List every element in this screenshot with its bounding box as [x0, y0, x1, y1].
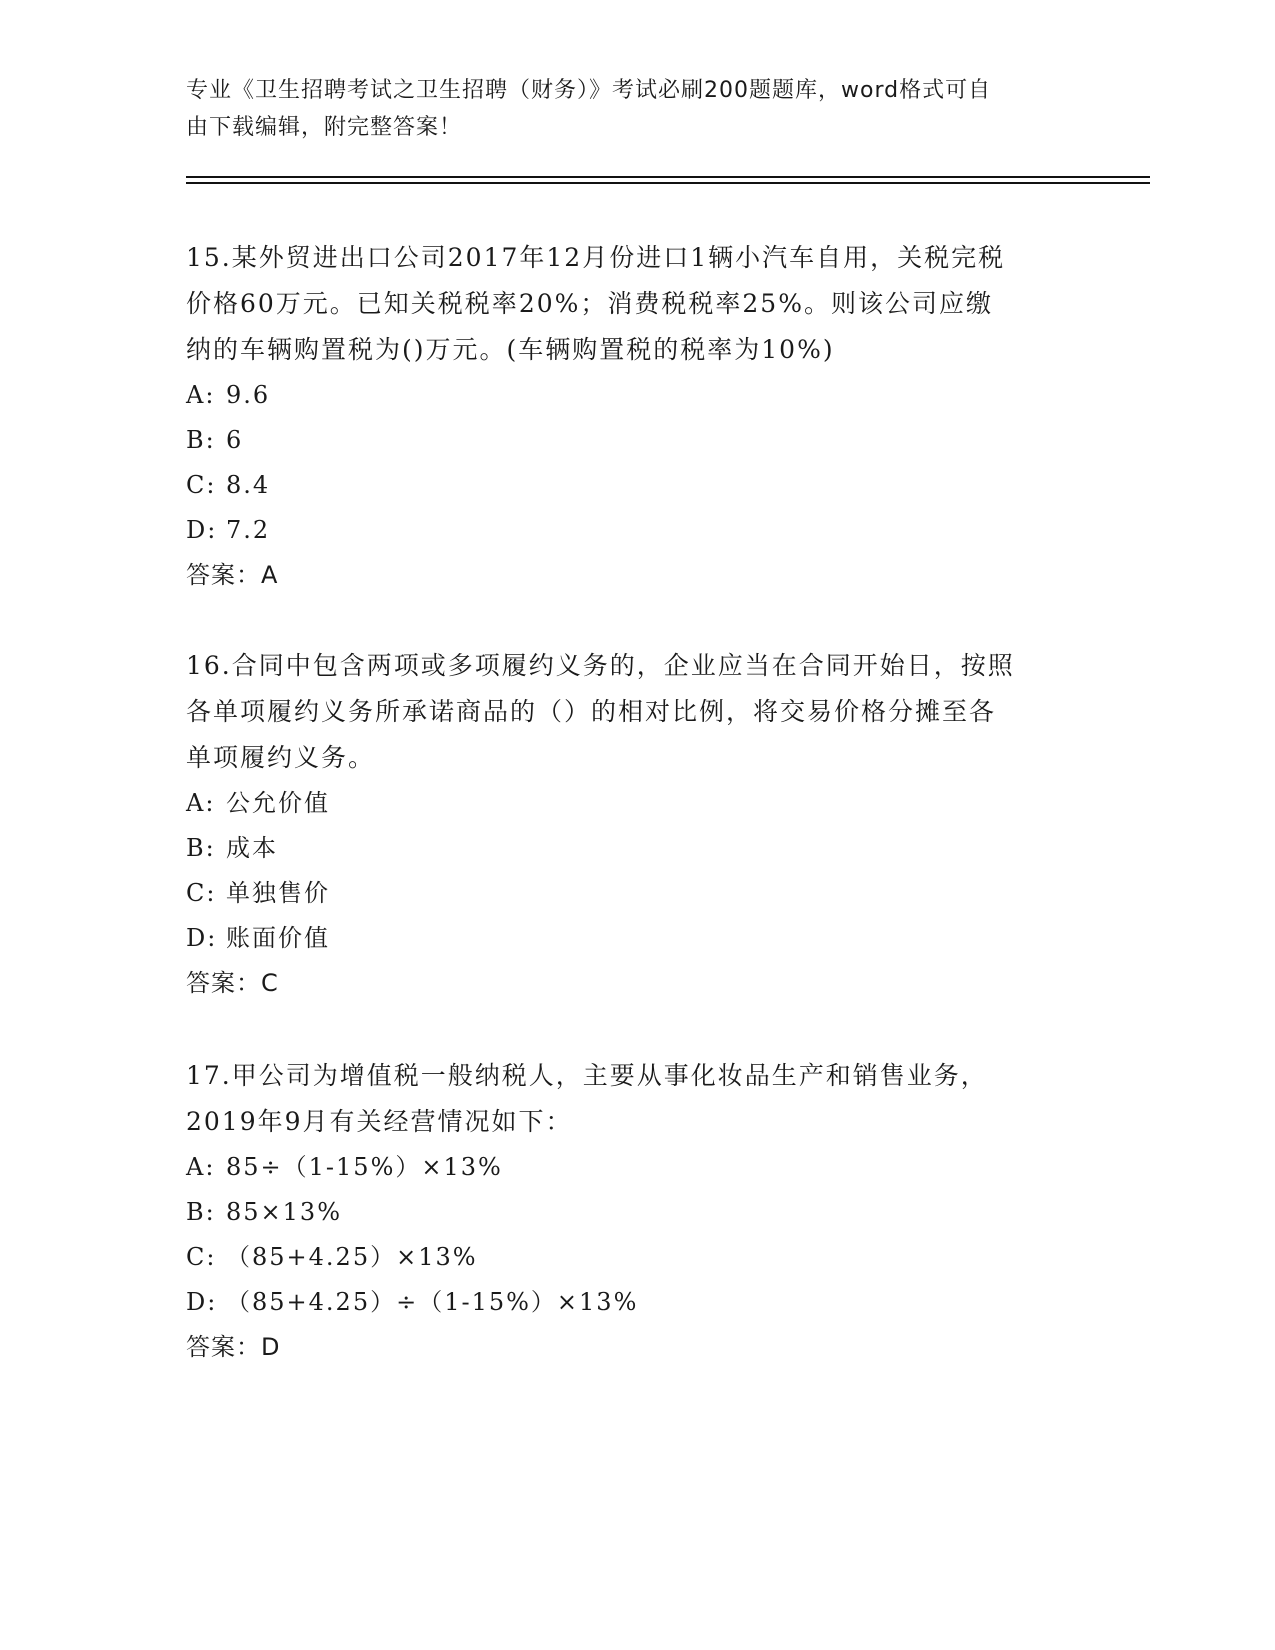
option-text: 6	[226, 426, 244, 454]
option-text: 账面价值	[226, 924, 330, 952]
header-line-2: 由下载编辑，附完整答案！	[186, 115, 463, 140]
option-list	[186, 373, 1086, 553]
option-letter: A:	[186, 1153, 216, 1181]
document-header	[186, 72, 1086, 146]
header-divider-top	[186, 176, 1150, 178]
answer-label: 答案：D	[186, 1333, 281, 1361]
question-16	[186, 643, 1086, 1006]
option-b	[186, 826, 1086, 871]
option-letter: B:	[186, 1198, 216, 1226]
option-text: （85+4.25）×13%	[226, 1243, 478, 1271]
question-stem-line: 价格60万元。已知关税税率20%；消费税税率25%。则该公司应缴	[186, 289, 993, 318]
question-stem-line: 纳的车辆购置税为()万元。(车辆购置税的税率为10%)	[186, 335, 835, 364]
option-list	[186, 781, 1086, 961]
option-b	[186, 418, 1086, 463]
option-a	[186, 373, 1086, 418]
option-text: 8.4	[226, 471, 271, 499]
option-b	[186, 1190, 1086, 1235]
option-c	[186, 1235, 1086, 1280]
option-text: 成本	[226, 834, 278, 862]
question-stem-line: 16.合同中包含两项或多项履约义务的，企业应当在合同开始日，按照	[186, 651, 1015, 680]
option-letter: C:	[186, 879, 217, 907]
option-letter: D:	[186, 516, 218, 544]
question-stem	[186, 235, 1086, 373]
option-letter: B:	[186, 834, 216, 862]
option-list	[186, 1145, 1086, 1325]
question-stem-line: 各单项履约义务所承诺商品的（）的相对比例，将交易价格分摊至各	[186, 697, 997, 726]
option-c	[186, 463, 1086, 508]
option-text: 7.2	[226, 516, 271, 544]
option-c	[186, 871, 1086, 916]
header-line-1: 专业《卫生招聘考试之卫生招聘（财务）》考试必刷200题题库，word格式可自	[186, 78, 992, 103]
answer-label: 答案：C	[186, 969, 279, 997]
option-letter: D:	[186, 1288, 218, 1316]
option-text: （85+4.25）÷（1-15%）×13%	[226, 1288, 639, 1316]
question-17	[186, 1053, 1086, 1370]
option-a	[186, 781, 1086, 826]
option-d	[186, 508, 1086, 553]
option-text: 85×13%	[226, 1198, 342, 1226]
option-letter: A:	[186, 381, 216, 409]
answer-label: 答案：A	[186, 561, 279, 589]
question-stem-line: 2019年9月有关经营情况如下：	[186, 1107, 573, 1136]
question-stem-line: 17.甲公司为增值税一般纳税人，主要从事化妆品生产和销售业务，	[186, 1061, 988, 1090]
option-d	[186, 1280, 1086, 1325]
question-stem-line: 单项履约义务。	[186, 743, 376, 772]
header-divider-bottom	[186, 182, 1150, 184]
option-letter: A:	[186, 789, 216, 817]
option-text: 9.6	[226, 381, 271, 409]
option-text: 85÷（1-15%）×13%	[226, 1153, 503, 1181]
option-d	[186, 916, 1086, 961]
option-letter: C:	[186, 471, 217, 499]
option-letter: D:	[186, 924, 218, 952]
option-a	[186, 1145, 1086, 1190]
option-text: 单独售价	[226, 879, 330, 907]
question-15	[186, 235, 1086, 598]
question-stem-line: 15.某外贸进出口公司2017年12月份进口1辆小汽车自用，关税完税	[186, 243, 1006, 272]
question-stem	[186, 1053, 1086, 1145]
option-text: 公允价值	[226, 789, 330, 817]
question-stem	[186, 643, 1086, 781]
option-letter: B:	[186, 426, 216, 454]
option-letter: C:	[186, 1243, 217, 1271]
